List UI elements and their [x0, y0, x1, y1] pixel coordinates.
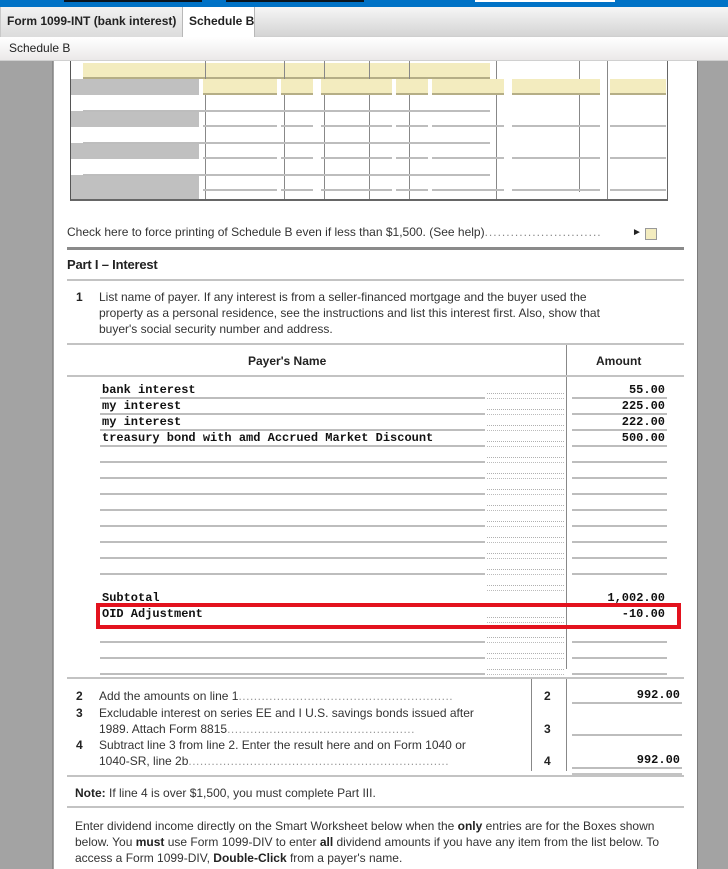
payer-name-field[interactable] — [100, 511, 485, 527]
payer-amount-field[interactable] — [572, 463, 667, 479]
dot-leader: .................................................................... — [188, 754, 450, 768]
oid-adjustment-name[interactable]: OID Adjustment — [102, 607, 203, 621]
grid-field[interactable] — [281, 189, 313, 191]
divider — [67, 375, 567, 377]
payer-amount-field[interactable]: 225.00 — [572, 399, 667, 415]
para-text: Enter dividend income directly on the Smart Worksheet below when the — [75, 819, 458, 833]
payer-name-field[interactable] — [100, 479, 485, 495]
divider — [67, 677, 684, 679]
payer-amount-field[interactable] — [572, 627, 667, 643]
grid-field[interactable] — [396, 125, 428, 127]
line-4-number: 4 — [76, 738, 83, 752]
dot-leader — [487, 527, 564, 543]
grid-line — [83, 110, 490, 112]
note-label: Note: — [75, 786, 106, 800]
para-emphasis: Double-Click — [213, 851, 287, 865]
payer-name-column-header: Payer's Name — [248, 354, 327, 368]
line-1-number: 1 — [76, 290, 83, 304]
payer-amount-field[interactable] — [572, 559, 667, 575]
line-3-label: 1989. Attach Form 8815 — [99, 722, 228, 736]
payer-amount-field[interactable] — [572, 543, 667, 559]
payer-name-field[interactable] — [100, 527, 485, 543]
line-3-amount[interactable] — [572, 720, 682, 736]
divider — [567, 375, 684, 377]
payer-amount-field[interactable] — [572, 479, 667, 495]
grid-field[interactable] — [512, 125, 600, 127]
dot-leader — [487, 659, 564, 675]
divider — [67, 247, 684, 250]
grid-divider — [607, 61, 608, 199]
grid-line — [83, 174, 490, 176]
force-print-row — [67, 225, 684, 239]
payer-name-field[interactable] — [100, 447, 485, 463]
dot-leader — [487, 415, 564, 431]
grid-field[interactable] — [203, 79, 277, 95]
payer-amount-field[interactable] — [572, 495, 667, 511]
box-column-divider — [531, 679, 532, 771]
dot-leader: ........................... — [484, 225, 602, 239]
dot-leader — [487, 543, 564, 559]
grid-field[interactable] — [396, 157, 428, 159]
payer-name-field[interactable] — [100, 543, 485, 559]
dot-leader — [487, 399, 564, 415]
dot-leader — [487, 575, 564, 591]
grid-field[interactable] — [203, 157, 277, 159]
payer-name-field[interactable]: treasury bond with amd Accrued Market Discount — [100, 431, 485, 447]
oid-adjustment-amount[interactable]: -10.00 — [621, 607, 665, 621]
form-header — [0, 37, 728, 61]
force-print-label: Check here to force printing of Schedule B even if less than $1,500. (See help) — [67, 225, 485, 239]
grid-field[interactable] — [281, 79, 313, 95]
grid-field[interactable] — [203, 189, 277, 191]
line-4-text-2 — [99, 753, 527, 769]
grid-field[interactable] — [203, 125, 277, 127]
line-4-text-1: Subtract line 3 from line 2. Enter the result here and on Form 1040 or — [99, 738, 466, 752]
payer-amount-field[interactable]: 55.00 — [572, 383, 667, 399]
para-emphasis: only — [457, 819, 483, 833]
grid-field[interactable] — [281, 125, 313, 127]
force-print-checkbox[interactable] — [645, 228, 657, 240]
grid-field[interactable] — [610, 79, 666, 95]
payer-amount-field[interactable] — [572, 447, 667, 463]
search-field[interactable] — [475, 0, 615, 2]
dot-leader — [487, 627, 564, 643]
right-margin — [697, 61, 728, 869]
para-text: entries are for the Boxes shown below. You — [75, 819, 655, 849]
payer-amount-field[interactable]: 500.00 — [572, 431, 667, 447]
arrow-right-icon: ► — [632, 227, 642, 238]
grid-label-cell — [71, 175, 199, 199]
payer-amount-field[interactable] — [572, 511, 667, 527]
form-page[interactable] — [54, 61, 697, 869]
line-2-label: Add the amounts on line 1 — [99, 689, 239, 703]
divider — [67, 806, 684, 808]
grid-field[interactable] — [321, 125, 392, 127]
grid-field[interactable] — [321, 79, 392, 95]
tab-form-1099-int[interactable]: Form 1099-INT (bank interest) — [0, 7, 183, 37]
grid-header-field[interactable] — [83, 63, 490, 79]
amount-column-divider — [566, 679, 567, 771]
payer-name-field[interactable]: bank interest — [100, 383, 485, 399]
payer-name-field[interactable]: my interest — [100, 415, 485, 431]
divider — [67, 279, 684, 281]
note-body: If line 4 is over $1,500, you must complete Part III. — [105, 786, 376, 800]
toolbar-field[interactable] — [226, 0, 364, 2]
grid-field[interactable] — [432, 125, 504, 127]
line-2-number: 2 — [76, 689, 83, 703]
payer-name-field[interactable] — [100, 495, 485, 511]
para-emphasis: all — [319, 835, 334, 849]
grid-field[interactable] — [610, 125, 666, 127]
dot-leader — [487, 479, 564, 495]
dividend-instructions — [75, 818, 675, 866]
dot-leader — [487, 447, 564, 463]
grid-field[interactable] — [396, 79, 428, 95]
dot-leader — [487, 383, 564, 399]
grid-field[interactable] — [512, 189, 600, 191]
line-4-box: 4 — [544, 754, 551, 768]
part-1-title: Part I – Interest — [67, 257, 158, 272]
payer-name-field[interactable]: my interest — [100, 399, 485, 415]
payer-amount-field[interactable]: 222.00 — [572, 415, 667, 431]
grid-field[interactable] — [610, 189, 666, 191]
dot-leader: ........................................................ — [238, 689, 454, 703]
payer-name-field[interactable] — [100, 643, 485, 659]
form-title: Schedule B — [9, 41, 71, 55]
grid-field[interactable] — [432, 157, 504, 159]
dot-leader — [487, 511, 564, 527]
grid-field[interactable] — [396, 189, 428, 191]
para-text: from a payer's name. — [286, 851, 403, 865]
grid-field[interactable] — [321, 189, 392, 191]
title-bar — [0, 0, 728, 7]
grid-line — [83, 142, 490, 144]
line-2-text — [99, 688, 527, 704]
payer-amount-field[interactable] — [572, 643, 667, 659]
grid-label-cell — [71, 111, 199, 127]
toolbar-field[interactable] — [64, 0, 202, 2]
line-4-amount[interactable]: 992.00 — [572, 753, 682, 769]
subtotal-amount: 1,002.00 — [607, 591, 665, 605]
divider — [67, 343, 684, 345]
grid-field[interactable] — [432, 79, 504, 95]
grid-field[interactable] — [512, 157, 600, 159]
left-margin — [0, 61, 53, 869]
grid-field[interactable] — [281, 157, 313, 159]
grid-field[interactable] — [432, 189, 504, 191]
payer-name-field[interactable] — [100, 559, 485, 575]
tab-bar — [0, 7, 728, 37]
line-3-number: 3 — [76, 706, 83, 720]
grid-label-cell — [71, 79, 199, 95]
grid-field[interactable] — [512, 79, 600, 95]
grid-field[interactable] — [321, 157, 392, 159]
note-text — [75, 786, 376, 800]
dot-leader — [487, 463, 564, 479]
dot-leader — [487, 643, 564, 659]
payer-name-field[interactable] — [100, 463, 485, 479]
line-3-box: 3 — [544, 722, 551, 736]
dot-leader — [487, 495, 564, 511]
line-3-text-2 — [99, 721, 527, 737]
payer-name-field[interactable] — [100, 627, 485, 643]
grid-label-cell — [71, 143, 199, 159]
amount-column-header: Amount — [596, 354, 642, 368]
line-2-amount[interactable]: 992.00 — [572, 688, 682, 704]
subtotal-label: Subtotal — [102, 591, 160, 605]
divider — [67, 775, 684, 777]
payer-name-field[interactable] — [100, 659, 485, 675]
line-4-label: 1040-SR, line 2b — [99, 754, 189, 768]
tab-schedule-b[interactable]: Schedule B — [183, 7, 255, 38]
line-3-text-1: Excludable interest on series EE and I U.S. savings bonds issued after — [99, 706, 474, 720]
dot-leader — [487, 559, 564, 575]
dot-leader — [487, 431, 564, 447]
para-emphasis: must — [135, 835, 165, 849]
dot-leader: ................................................. — [227, 722, 415, 736]
line-2-box: 2 — [544, 689, 551, 703]
payer-amount-field[interactable] — [572, 527, 667, 543]
payer-amount-field[interactable] — [572, 659, 667, 675]
line-1-text: List name of payer. If any interest is from a seller-financed mortgage and the buyer used the property as a personal residence, see the instructions and list this interest first. Also, show that buyer's social security number and address. — [99, 290, 600, 336]
highlight-annotation-box — [96, 603, 681, 629]
top-grid-table — [70, 61, 668, 201]
para-text: dividend amounts if you have any item from the list below. To access a Form 1099-DIV, — [75, 835, 660, 865]
grid-field[interactable] — [610, 157, 666, 159]
para-text: use Form 1099-DIV to enter — [164, 835, 320, 849]
